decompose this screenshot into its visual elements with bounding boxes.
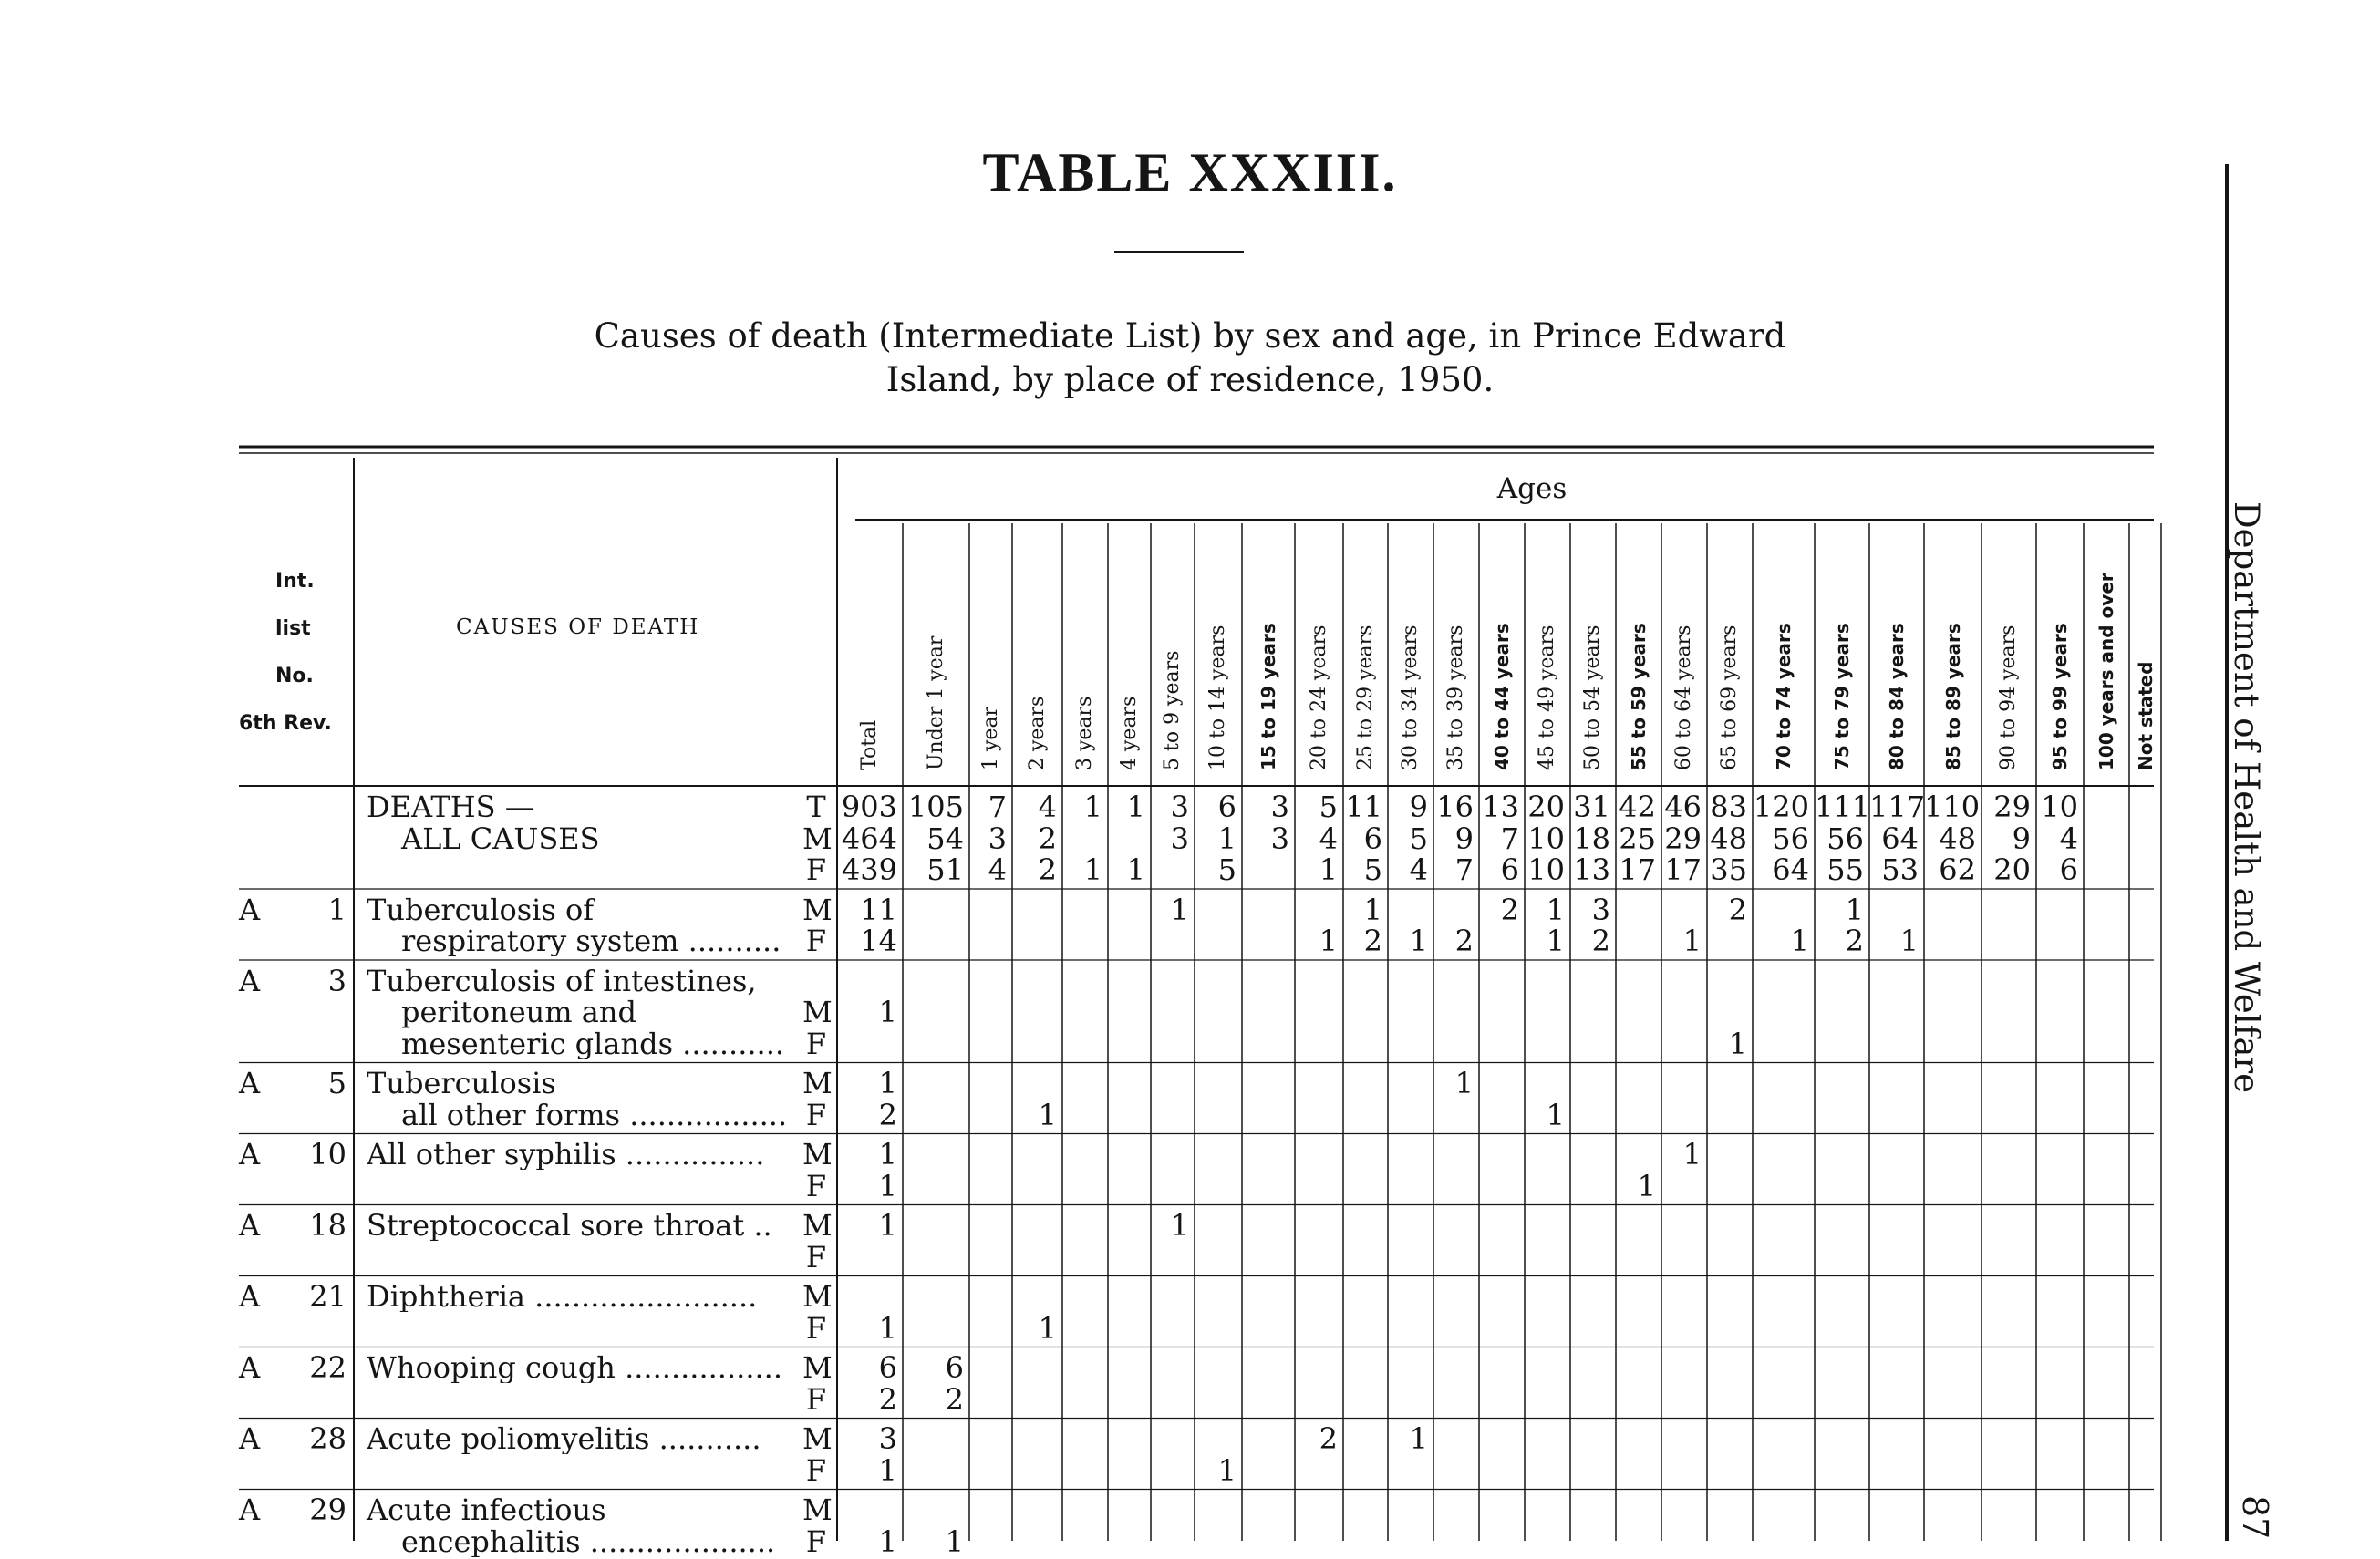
sex-label: M bbox=[802, 1208, 833, 1243]
data-cell: 4 bbox=[1038, 790, 1057, 824]
data-cell: 1 bbox=[1319, 852, 1338, 887]
data-cell: 1 bbox=[878, 1310, 897, 1346]
column-header: 50 to 54 years bbox=[1581, 625, 1604, 770]
sex-label: M bbox=[802, 995, 833, 1029]
int-list-header-line-3: No. bbox=[275, 665, 314, 687]
data-cell: 1 bbox=[1682, 924, 1702, 958]
sex-label: F bbox=[805, 1239, 827, 1275]
data-cell: 62 bbox=[1939, 852, 1976, 887]
data-cell: 9 bbox=[2012, 821, 2031, 856]
sex-label: F bbox=[805, 1310, 827, 1346]
sex-label: M bbox=[802, 821, 833, 856]
data-cell: 6 bbox=[878, 1350, 897, 1385]
sex-label: M bbox=[802, 1421, 833, 1456]
data-cell: 7 bbox=[988, 790, 1007, 824]
data-cell: 105 bbox=[907, 790, 964, 824]
data-cell: 3 bbox=[1170, 790, 1189, 824]
int-list-number: 1 bbox=[327, 892, 347, 927]
int-list-code: A bbox=[239, 1350, 261, 1385]
int-list-number: 28 bbox=[309, 1421, 347, 1456]
column-header: 1 year bbox=[978, 706, 1002, 770]
sex-label: F bbox=[805, 924, 827, 958]
data-cell: 14 bbox=[860, 924, 897, 958]
sex-label: T bbox=[806, 790, 826, 824]
column-header: 85 to 89 years bbox=[1941, 623, 1964, 770]
data-cell: 6 bbox=[945, 1350, 964, 1385]
data-cell: 54 bbox=[926, 821, 964, 856]
data-cell: 10 bbox=[2041, 790, 2078, 824]
cause-line: Tuberculosis of intestines, bbox=[367, 963, 757, 998]
data-cell: 110 bbox=[1924, 790, 1981, 824]
data-cell: 1 bbox=[1170, 892, 1189, 927]
data-cell: 10 bbox=[1527, 852, 1565, 887]
cause-line: Tuberculosis bbox=[367, 1066, 556, 1100]
data-cell: 111 bbox=[1815, 790, 1871, 824]
data-cell: 1 bbox=[1083, 852, 1102, 887]
column-header: 100 years and over bbox=[2095, 573, 2117, 770]
sex-label: M bbox=[802, 1350, 833, 1385]
column-header: Under 1 year bbox=[924, 635, 947, 770]
data-cell: 55 bbox=[1826, 852, 1864, 887]
column-header: 90 to 94 years bbox=[1997, 625, 2020, 770]
int-list-code: A bbox=[239, 1279, 261, 1314]
column-header: 55 to 59 years bbox=[1628, 623, 1650, 770]
column-header: 3 years bbox=[1073, 696, 1096, 770]
data-cell: 3 bbox=[1170, 821, 1189, 856]
sex-label: M bbox=[802, 1137, 833, 1172]
column-header: 45 to 49 years bbox=[1536, 625, 1558, 770]
data-cell: 1 bbox=[1126, 790, 1145, 824]
int-list-number: 18 bbox=[309, 1208, 347, 1243]
int-list-number: 5 bbox=[327, 1066, 347, 1100]
data-cell: 6 bbox=[1500, 852, 1519, 887]
data-cell: 1 bbox=[1083, 790, 1102, 824]
data-cell: 5 bbox=[1319, 790, 1338, 824]
data-cell: 20 bbox=[1993, 852, 2031, 887]
data-cell: 1 bbox=[878, 1208, 897, 1243]
column-header: 35 to 39 years bbox=[1444, 625, 1467, 770]
data-cell: 1 bbox=[1319, 924, 1338, 958]
int-list-number: 3 bbox=[327, 963, 347, 998]
int-list-number: 21 bbox=[309, 1279, 347, 1314]
data-cell: 903 bbox=[841, 790, 897, 824]
column-header: 15 to 19 years bbox=[1257, 623, 1279, 770]
data-cell: 4 bbox=[1319, 821, 1338, 856]
data-cell: 2 bbox=[1845, 924, 1864, 958]
data-cell: 31 bbox=[1573, 790, 1610, 824]
cause-line: Acute poliomyelitis ........... bbox=[367, 1423, 761, 1454]
data-cell: 1 bbox=[1454, 1066, 1474, 1100]
sex-label: F bbox=[805, 1452, 827, 1488]
cause-line: mesenteric glands ........... bbox=[401, 1027, 785, 1059]
data-cell: 48 bbox=[1939, 821, 1976, 856]
data-cell: 53 bbox=[1881, 852, 1919, 887]
causes-of-death-header: CAUSES OF DEATH bbox=[456, 615, 700, 639]
int-list-header-line-1: Int. bbox=[275, 570, 315, 593]
int-list-code: A bbox=[239, 1492, 261, 1527]
data-cell: 5 bbox=[1409, 821, 1428, 856]
column-header: 25 to 29 years bbox=[1353, 625, 1377, 770]
column-header: Total bbox=[858, 719, 881, 770]
column-header: 40 to 44 years bbox=[1491, 623, 1513, 770]
data-cell: 13 bbox=[1573, 852, 1610, 887]
data-cell: 46 bbox=[1664, 790, 1702, 824]
cause-line: DEATHS — bbox=[367, 790, 534, 824]
data-cell: 29 bbox=[1664, 821, 1702, 856]
cause-line: peritoneum and bbox=[401, 995, 636, 1029]
sex-label: F bbox=[805, 1097, 827, 1132]
data-cell: 9 bbox=[1454, 821, 1474, 856]
column-header: 30 to 34 years bbox=[1399, 625, 1422, 770]
int-list-code: A bbox=[239, 1066, 261, 1100]
data-cell: 11 bbox=[860, 892, 897, 927]
column-header: 20 to 24 years bbox=[1307, 625, 1330, 770]
data-cell: 5 bbox=[1363, 852, 1382, 887]
data-cell: 2 bbox=[1038, 852, 1057, 887]
data-cell: 1 bbox=[945, 1523, 964, 1559]
data-cell: 464 bbox=[841, 821, 897, 856]
cause-line: all other forms ................. bbox=[401, 1099, 788, 1131]
data-cell: 1 bbox=[878, 1523, 897, 1559]
cause-line: All other syphilis ............... bbox=[367, 1139, 765, 1170]
data-cell: 6 bbox=[1363, 821, 1382, 856]
data-cell: 4 bbox=[1409, 852, 1428, 887]
data-cell: 20 bbox=[1527, 790, 1565, 824]
data-cell: 6 bbox=[2059, 852, 2078, 887]
data-cell: 7 bbox=[1500, 821, 1519, 856]
data-cell: 439 bbox=[841, 852, 897, 887]
data-cell: 83 bbox=[1710, 790, 1747, 824]
data-cell: 1 bbox=[1038, 1310, 1057, 1346]
subtitle-line-2: Island, by place of residence, 1950. bbox=[885, 360, 1495, 399]
data-cell: 2 bbox=[878, 1381, 897, 1417]
data-cell: 1 bbox=[1682, 1137, 1702, 1172]
data-cell: 17 bbox=[1619, 852, 1656, 887]
sex-label: M bbox=[802, 1279, 833, 1314]
column-header: 95 to 99 years bbox=[2049, 623, 2071, 770]
data-cell: 2 bbox=[1500, 892, 1519, 927]
column-header: 60 to 64 years bbox=[1672, 625, 1695, 770]
data-cell: 1 bbox=[1899, 924, 1919, 958]
data-cell: 56 bbox=[1772, 821, 1809, 856]
data-cell: 1 bbox=[1546, 924, 1565, 958]
data-cell: 2 bbox=[945, 1381, 964, 1417]
int-list-number: 10 bbox=[309, 1137, 347, 1172]
int-list-code: A bbox=[239, 1421, 261, 1456]
data-cell: 117 bbox=[1869, 790, 1926, 824]
data-cell: 1 bbox=[878, 995, 897, 1029]
int-list-number: 29 bbox=[309, 1492, 347, 1527]
data-cell: 42 bbox=[1619, 790, 1656, 824]
column-header: 4 years bbox=[1117, 696, 1141, 770]
data-cell: 1 bbox=[1170, 1208, 1189, 1243]
data-cell: 1 bbox=[1409, 924, 1428, 958]
cause-line: respiratory system .......... bbox=[401, 925, 781, 956]
int-list-code: A bbox=[239, 1208, 261, 1243]
data-cell: 3 bbox=[1270, 790, 1289, 824]
cause-line: Streptococcal sore throat .. bbox=[367, 1210, 772, 1241]
column-header: 80 to 84 years bbox=[1886, 623, 1908, 770]
data-cell: 56 bbox=[1826, 821, 1864, 856]
data-cell: 16 bbox=[1436, 790, 1474, 824]
data-cell: 2 bbox=[1454, 924, 1474, 958]
data-cell: 2 bbox=[1363, 924, 1382, 958]
int-list-header-line-2: list bbox=[275, 617, 311, 640]
data-cell: 1 bbox=[1728, 1026, 1747, 1061]
data-cell: 25 bbox=[1619, 821, 1656, 856]
data-cell: 1 bbox=[1790, 924, 1809, 958]
data-cell: 4 bbox=[2059, 821, 2078, 856]
cause-line: Acute infectious bbox=[367, 1492, 606, 1527]
data-cell: 11 bbox=[1345, 790, 1382, 824]
data-cell: 1 bbox=[1546, 1097, 1565, 1132]
cause-line: Diphtheria ........................ bbox=[367, 1281, 758, 1312]
data-cell: 64 bbox=[1881, 821, 1919, 856]
data-cell: 5 bbox=[1217, 852, 1237, 887]
data-cell: 51 bbox=[926, 852, 964, 887]
data-cell: 1 bbox=[1038, 1097, 1057, 1132]
data-cell: 3 bbox=[988, 821, 1007, 856]
data-cell: 1 bbox=[878, 1137, 897, 1172]
data-cell: 18 bbox=[1573, 821, 1610, 856]
sex-label: F bbox=[805, 1168, 827, 1203]
column-header: 5 to 9 years bbox=[1161, 650, 1184, 770]
data-cell: 29 bbox=[1993, 790, 2031, 824]
int-list-code: A bbox=[239, 963, 261, 998]
sex-label: M bbox=[802, 892, 833, 927]
data-cell: 64 bbox=[1772, 852, 1809, 887]
data-cell: 1 bbox=[1217, 821, 1237, 856]
data-cell: 4 bbox=[988, 852, 1007, 887]
data-cell: 1 bbox=[1363, 892, 1382, 927]
data-cell: 1 bbox=[878, 1452, 897, 1488]
data-cell: 2 bbox=[1319, 1421, 1338, 1456]
data-cell: 1 bbox=[1845, 892, 1864, 927]
data-cell: 10 bbox=[1527, 821, 1565, 856]
data-cell: 2 bbox=[1591, 924, 1610, 958]
ages-header: Ages bbox=[1496, 472, 1568, 505]
data-cell: 2 bbox=[878, 1097, 897, 1132]
column-header: 2 years bbox=[1025, 696, 1049, 770]
sex-label: F bbox=[805, 1381, 827, 1417]
sex-label: F bbox=[805, 1523, 827, 1559]
data-cell: 1 bbox=[1217, 1452, 1237, 1488]
data-cell: 17 bbox=[1664, 852, 1702, 887]
column-header: 65 to 69 years bbox=[1718, 625, 1741, 770]
data-cell: 1 bbox=[1546, 892, 1565, 927]
data-cell: 3 bbox=[1270, 821, 1289, 856]
running-header: Department of Health and Welfare bbox=[2227, 501, 2266, 1093]
data-cell: 1 bbox=[1637, 1168, 1656, 1203]
data-cell: 3 bbox=[1591, 892, 1610, 927]
data-cell: 1 bbox=[1409, 1421, 1428, 1456]
data-cell: 1 bbox=[1126, 852, 1145, 887]
sex-label: M bbox=[802, 1492, 833, 1527]
column-header: 10 to 14 years bbox=[1206, 625, 1229, 770]
data-cell: 2 bbox=[1728, 892, 1747, 927]
data-cell: 120 bbox=[1753, 790, 1809, 824]
data-cell: 1 bbox=[878, 1066, 897, 1100]
data-cell: 35 bbox=[1710, 852, 1747, 887]
data-cell: 3 bbox=[878, 1421, 897, 1456]
data-cell: 9 bbox=[1409, 790, 1428, 824]
data-cell: 13 bbox=[1482, 790, 1519, 824]
cause-line: Tuberculosis of bbox=[367, 892, 595, 927]
table-title: TABLE XXXIII. bbox=[982, 142, 1398, 202]
cause-line: ALL CAUSES bbox=[401, 821, 600, 856]
data-cell: 2 bbox=[1038, 821, 1057, 856]
data-cell: 6 bbox=[1217, 790, 1237, 824]
int-list-code: A bbox=[239, 1137, 261, 1172]
data-cell: 48 bbox=[1710, 821, 1747, 856]
column-header: 75 to 79 years bbox=[1831, 623, 1853, 770]
column-header: Not stated bbox=[2134, 661, 2157, 770]
sex-label: M bbox=[802, 1066, 833, 1100]
sex-label: F bbox=[805, 852, 827, 887]
int-list-number: 22 bbox=[309, 1350, 347, 1385]
page-number: 87 bbox=[2235, 1495, 2275, 1540]
subtitle-line-1: Causes of death (Intermediate List) by sex and age, in Prince Edward bbox=[594, 316, 1786, 356]
column-header: 70 to 74 years bbox=[1773, 623, 1795, 770]
cause-line: encephalitis .................... bbox=[401, 1525, 776, 1557]
int-list-code: A bbox=[239, 892, 261, 927]
data-cell: 7 bbox=[1454, 852, 1474, 887]
data-cell: 1 bbox=[878, 1168, 897, 1203]
cause-line: Whooping cough ................. bbox=[367, 1352, 782, 1383]
int-list-header-line-4: 6th Rev. bbox=[239, 712, 332, 735]
sex-label: F bbox=[805, 1026, 827, 1061]
